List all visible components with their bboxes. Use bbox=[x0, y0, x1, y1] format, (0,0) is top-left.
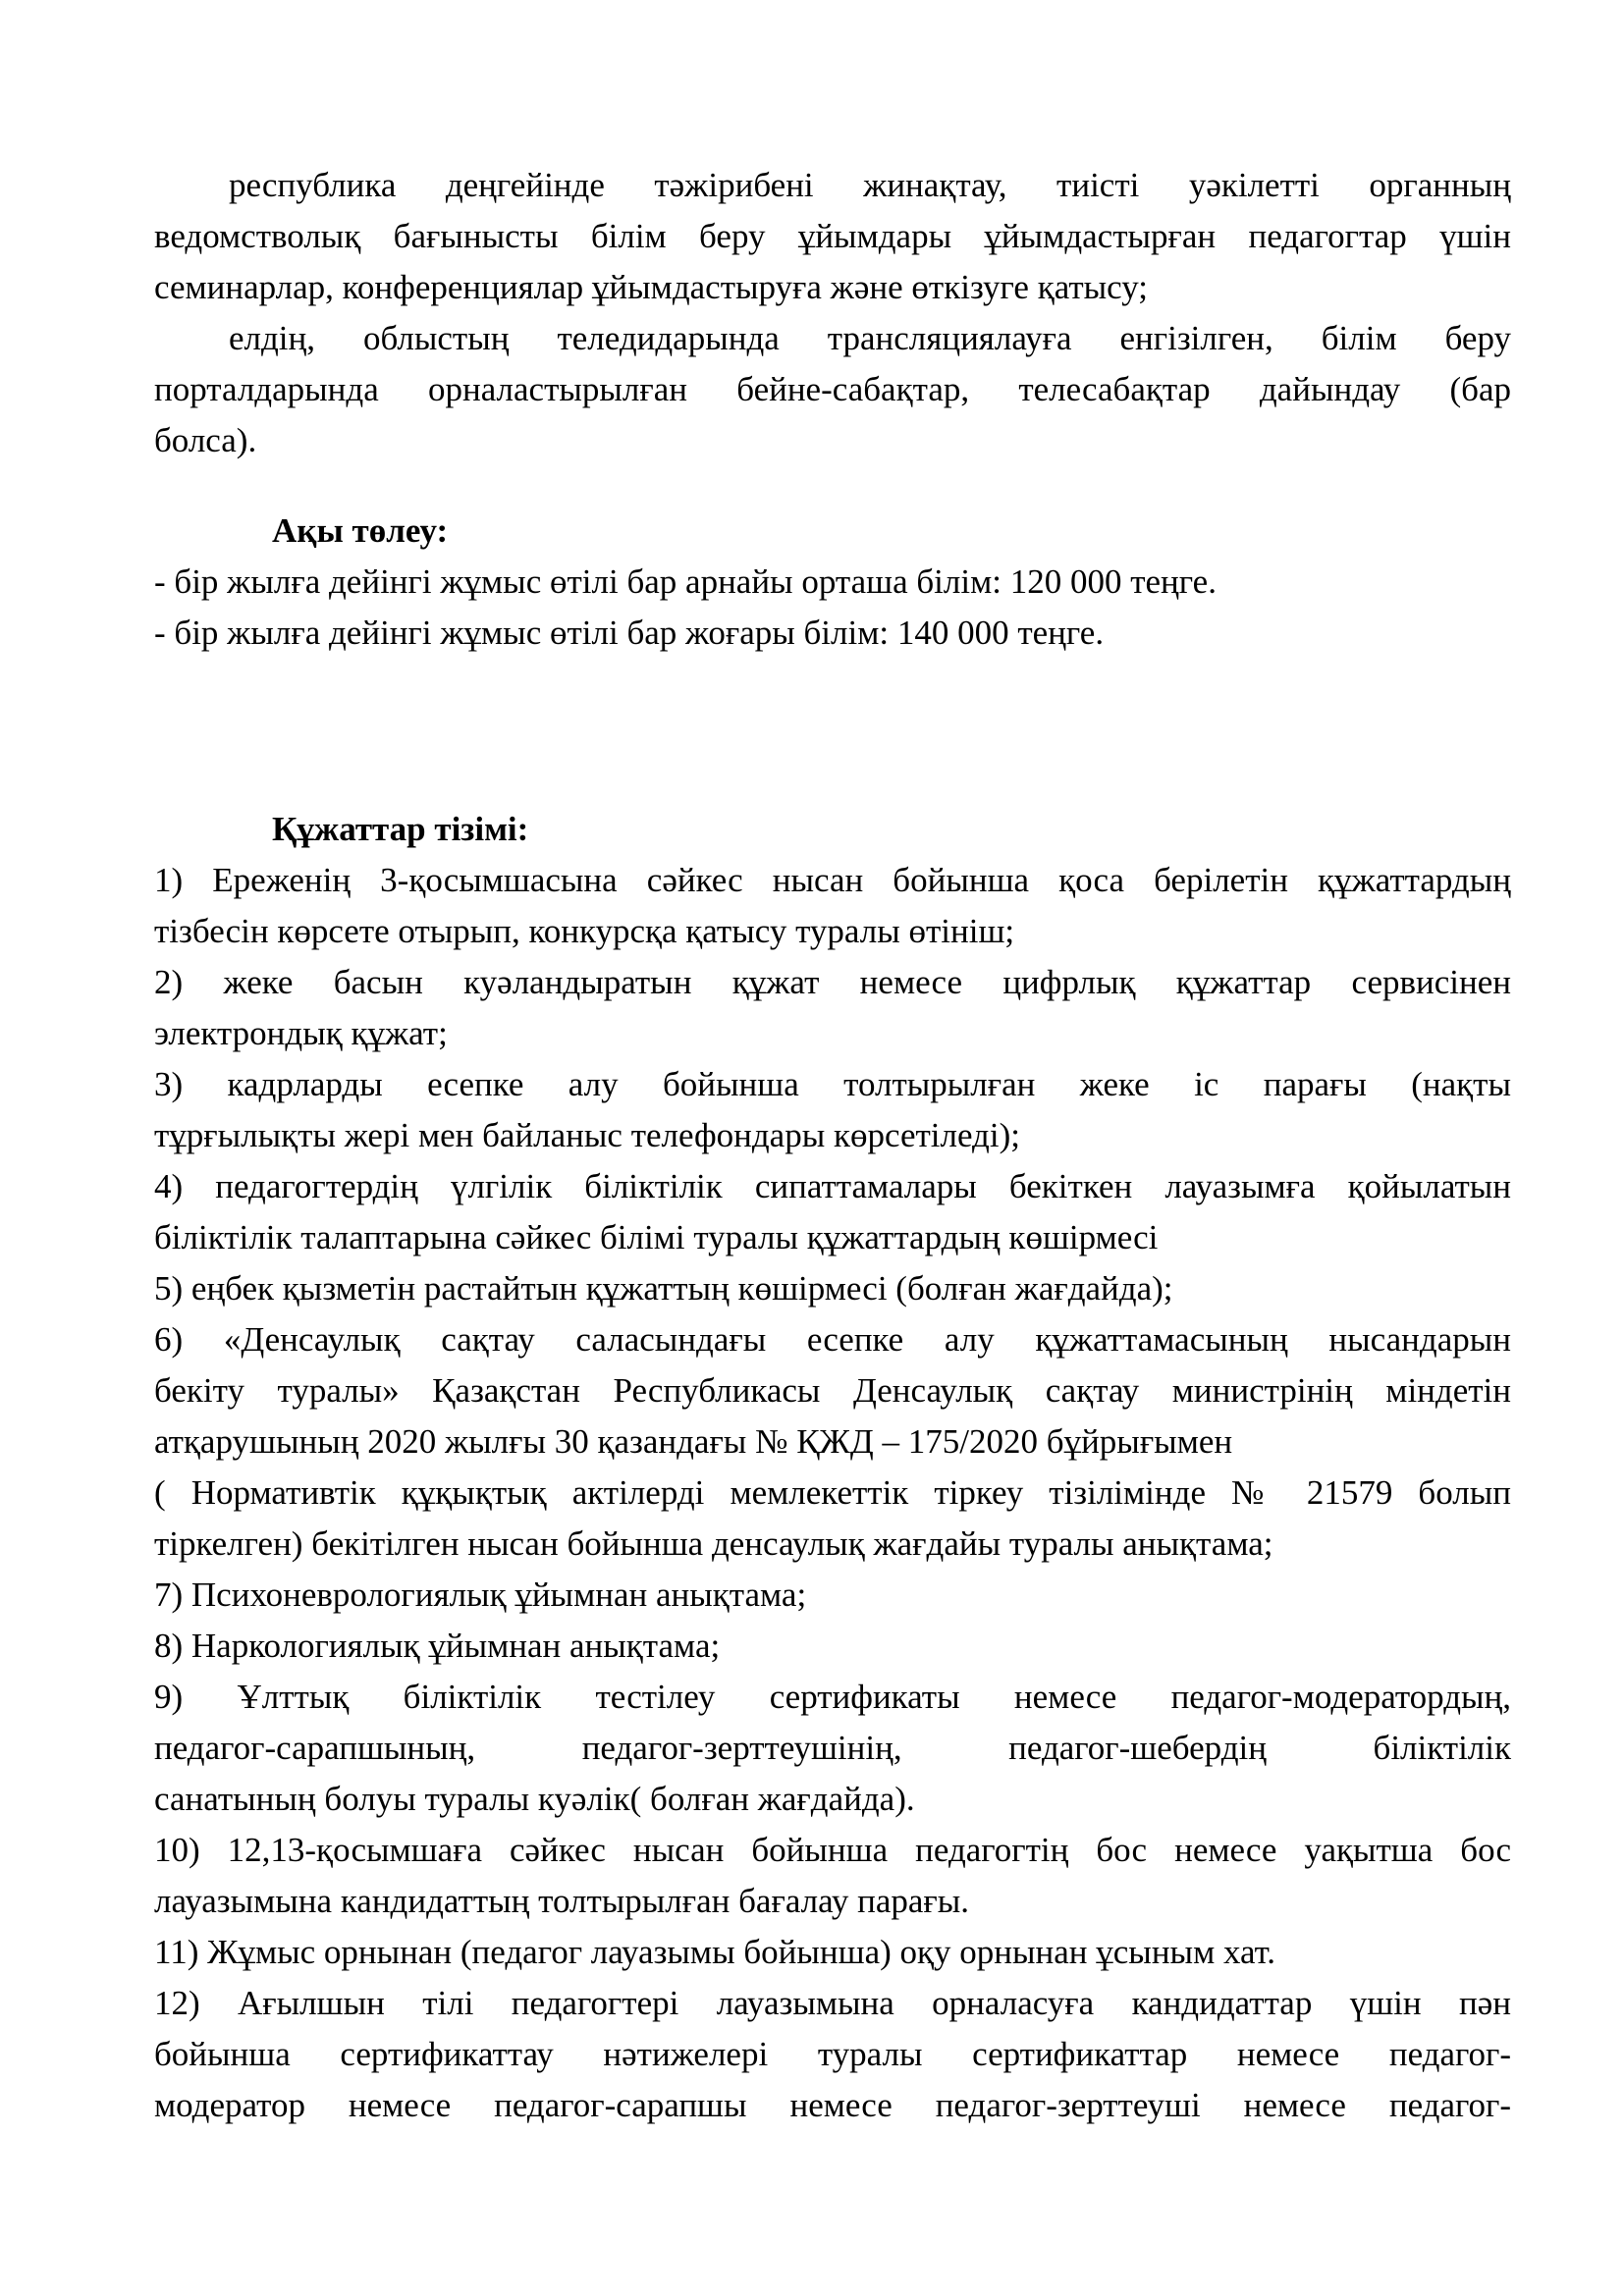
document-page bbox=[154, 160, 1511, 2131]
documents-heading: Құжаттар тізімі: bbox=[272, 810, 529, 848]
document-item-12 bbox=[154, 1978, 1511, 2131]
text-line: педагог-сарапшының, педагог-зерттеушінің, педагог-шебердің біліктілік bbox=[154, 1729, 1511, 1767]
intro-paragraph-2 bbox=[154, 313, 1511, 466]
document-item-4 bbox=[154, 1161, 1511, 1263]
document-item-3 bbox=[154, 1059, 1511, 1161]
text-line: ( Нормативтік құқықтық актілерді мемлекеттік тіркеу тізілімінде № 21579 болып bbox=[154, 1473, 1511, 1512]
text-line: 11) Жұмыс орнынан (педагог лауазымы бойынша) оқу орнынан ұсыным хат. bbox=[154, 1933, 1276, 1971]
text-line: елдің, облыстың теледидарында трансляциялауға енгізілген, білім беру bbox=[229, 319, 1511, 357]
text-line: 7) Психоневрологиялық ұйымнан анықтама; bbox=[154, 1575, 807, 1614]
payment-heading: Ақы төлеу: bbox=[272, 511, 449, 550]
text-line: 5) еңбек қызметін растайтын құжаттың көшірмесі (болған жағдайда); bbox=[154, 1269, 1173, 1308]
text-line: 9) Ұлттық біліктілік тестілеу сертификаты немесе педагог-модератордың, bbox=[154, 1678, 1511, 1716]
text-line: 10) 12,13-қосымшаға сәйкес нысан бойынша педагогтің бос немесе уақытша бос bbox=[154, 1831, 1511, 1869]
text-line: электрондық құжат; bbox=[154, 1014, 448, 1052]
text-line: 3) кадрларды есепке алу бойынша толтырылған жеке іс парағы (нақты bbox=[154, 1065, 1511, 1103]
text-line: 1) Ереженің 3-қосымшасына сәйкес нысан бойынша қоса берілетін құжаттардың bbox=[154, 861, 1511, 899]
text-line: порталдарында орналастырылған бейне-сабақтар, телесабақтар дайындау (бар bbox=[154, 370, 1511, 408]
payment-section bbox=[154, 506, 1511, 659]
document-item-7 bbox=[154, 1570, 1511, 1621]
text-line: атқарушының 2020 жылғы 30 қазандағы № ҚЖД – 175/2020 бұйрығымен bbox=[154, 1422, 1233, 1461]
text-line: бекіту туралы» Қазақстан Республикасы Денсаулық сақтау министрінің міндетін bbox=[154, 1371, 1511, 1410]
text-line: лауазымына кандидаттың толтырылған бағалау парағы. bbox=[154, 1882, 970, 1920]
document-item-9 bbox=[154, 1672, 1511, 1825]
payment-item: - бір жылға дейінгі жұмыс өтілі бар арнайы орташа білім: 120 000 теңге. bbox=[154, 562, 1217, 601]
text-line: ведомстволық бағынысты білім беру ұйымдары ұйымдастырған педагогтар үшін bbox=[154, 217, 1511, 255]
text-line: біліктілік талаптарына сәйкес білімі туралы құжаттардың көшірмесі bbox=[154, 1218, 1159, 1256]
text-line: семинарлар, конференциялар ұйымдастыруға және өткізуге қатысу; bbox=[154, 268, 1148, 306]
document-item-6 bbox=[154, 1314, 1511, 1570]
text-line: 8) Наркологиялық ұйымнан анықтама; bbox=[154, 1627, 721, 1665]
document-item-8 bbox=[154, 1621, 1511, 1672]
document-item-11 bbox=[154, 1927, 1511, 1978]
text-line: модератор немесе педагог-сарапшы немесе педагог-зерттеуші немесе педагог- bbox=[154, 2086, 1511, 2124]
text-line: 4) педагогтердің үлгілік біліктілік сипаттамалары бекіткен лауазымға қойылатын bbox=[154, 1167, 1511, 1205]
document-item-1 bbox=[154, 855, 1511, 957]
document-item-10 bbox=[154, 1825, 1511, 1927]
intro-paragraph-1 bbox=[154, 160, 1511, 313]
text-line: 2) жеке басын куәландыратын құжат немесе цифрлық құжаттар сервисінен bbox=[154, 963, 1511, 1001]
text-line: 6) «Денсаулық сақтау саласындағы есепке алу құжаттамасының нысандарын bbox=[154, 1320, 1511, 1359]
text-line: санатының болуы туралы куәлік( болған жағдайда). bbox=[154, 1780, 915, 1818]
payment-item: - бір жылға дейінгі жұмыс өтілі бар жоғары білім: 140 000 теңге. bbox=[154, 614, 1105, 652]
text-line: бойынша сертификаттау нәтижелері туралы сертификаттар немесе педагог- bbox=[154, 2035, 1511, 2073]
text-line: 12) Ағылшын тілі педагогтері лауазымына орналасуға кандидаттар үшін пән bbox=[154, 1984, 1511, 2022]
text-line: болса). bbox=[154, 421, 257, 459]
text-line: тізбесін көрсете отырып, конкурсқа қатысу туралы өтініш; bbox=[154, 912, 1015, 950]
document-item-2 bbox=[154, 957, 1511, 1059]
text-line: республика деңгейінде тәжірибені жинақтау, тиісті уәкілетті органның bbox=[229, 166, 1511, 204]
document-item-5 bbox=[154, 1263, 1511, 1314]
documents-section bbox=[154, 804, 1511, 2131]
text-line: тұрғылықты жері мен байланыс телефондары көрсетіледі); bbox=[154, 1116, 1020, 1154]
text-line: тіркелген) бекітілген нысан бойынша денсаулық жағдайы туралы анықтама; bbox=[154, 1524, 1273, 1563]
